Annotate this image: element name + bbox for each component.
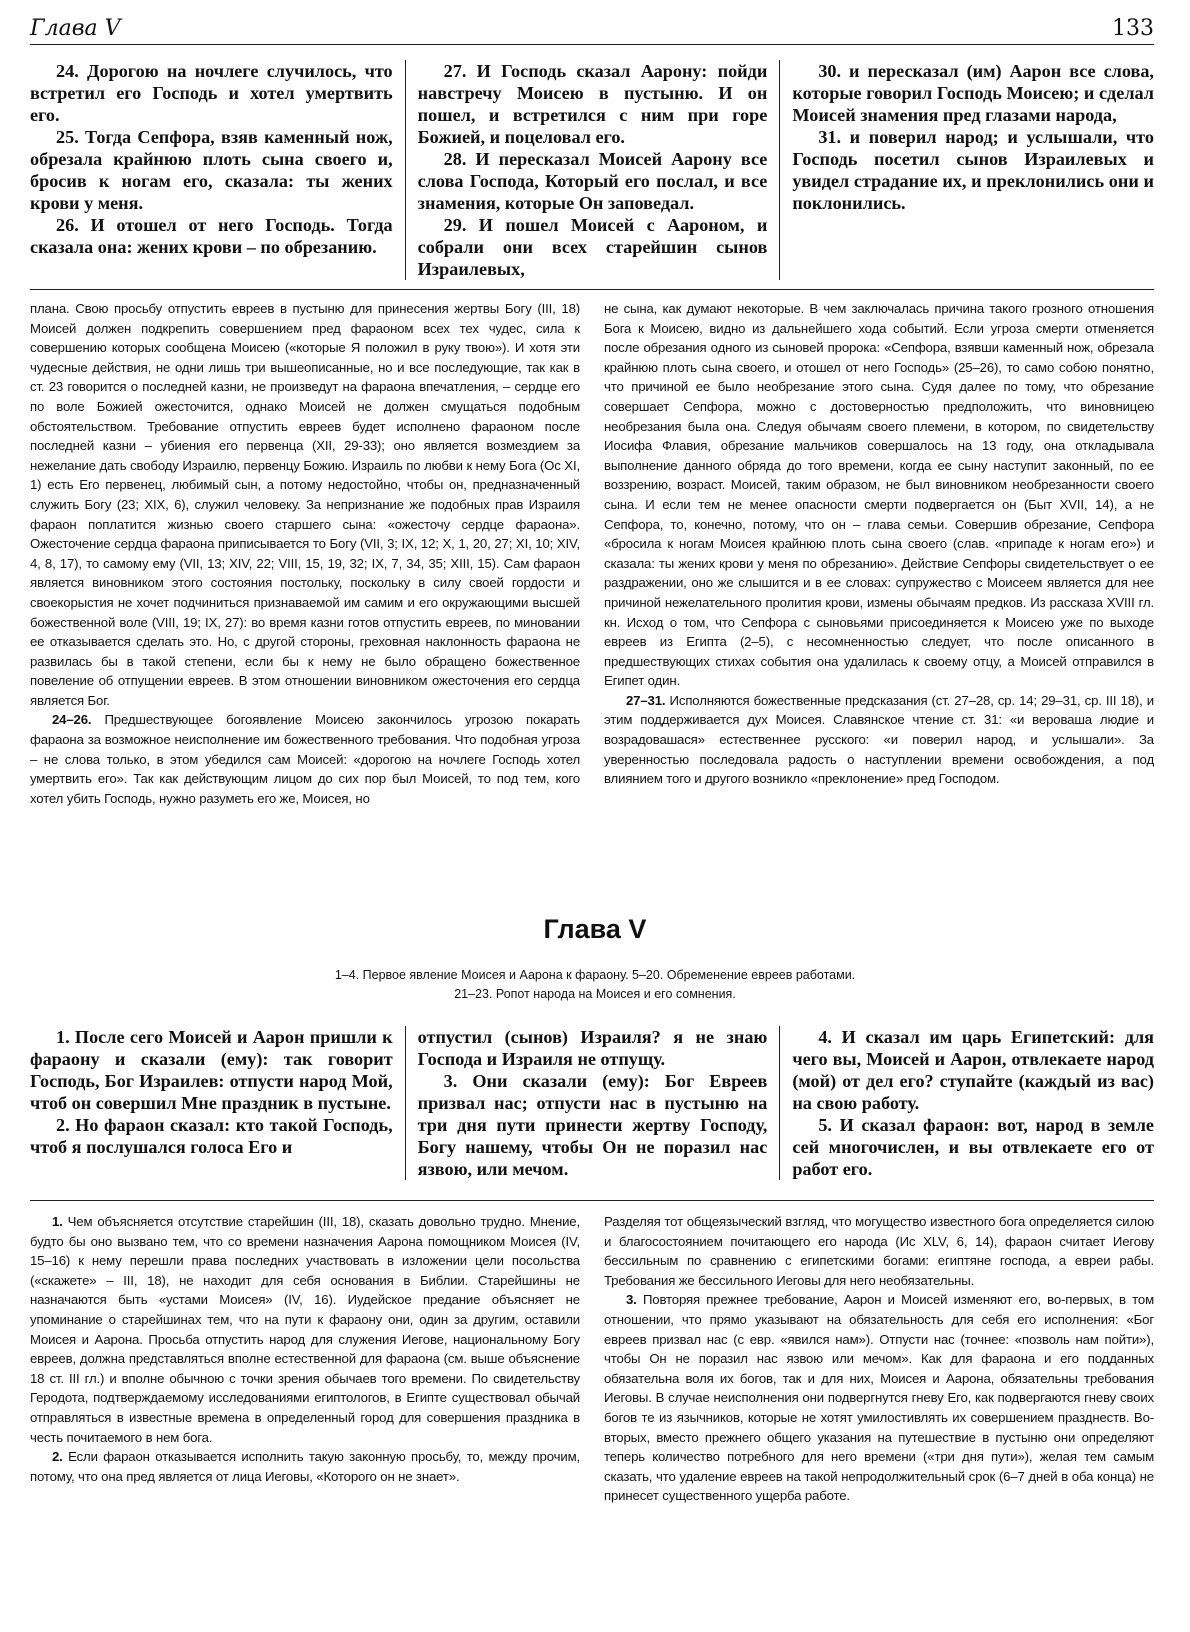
- verse: 29. И пошел Моисей с Аароном, и собрали они всех старейшин сынов Израилевых,: [417, 215, 768, 279]
- verse-column: [405, 60, 780, 280]
- verse-column: [30, 1026, 405, 1180]
- page-number: 133: [1112, 16, 1154, 41]
- verse-column: [405, 1026, 780, 1180]
- verse-reference: 3.: [626, 1292, 637, 1308]
- chapter-title: Глава V: [543, 914, 647, 944]
- commentary-paragraph: 3. Повторяя прежнее требование, Аарон и Моисей изменяют его, во-первых, в том отношении, что прямо указывают на обязательность для себя его исполнения: «Бог евреев призвал нас (с евр. «явился нам»). Отпусти нас (точнее: «позволь нам пойти»), чтобы Он не поразил нас язвою или мечом». Как для фараона и его подданных обязательна воля их богов, так и для них, Моисея и Аарона, обязательны требования Иеговы. В случае неисполнения они подвергнутся гневу Его, как подвергаются гневу своих богов те из язычников, которые не хотят умилостивлять их совершением празднеств. Во-вторых, вместо прежнего общего указания на путешествие в пустыню они определяют теперь количество потребного для него времени («три дня пути»), желая тем самым сказать, что удаление евреев на такой непродолжительный срок (6–7 дней в оба конца) не принесет существенного ущерба работе.: [604, 1292, 1154, 1504]
- commentary-paragraph: 27–31. Исполняются божественные предсказания (ст. 27–28, ср. 14; 29–31, ср. III 18), и этим поддерживается дух Моисея. Славянское чтение ст. 31: «и вероваша людие и возрадовашася» естественнее русского: «и поверил народ, и услышали». За уверенностью последовала радость о наступлении времени освобождения, а под влиянием того и другого возникло «преклонение» пред Господом.: [604, 692, 1154, 787]
- commentary-paragraph: 2. Если фараон отказывается исполнить такую законную просьбу, то, между прочим, потому, что она пред является от лица Иеговы, «Которого он не знает».: [30, 1449, 580, 1484]
- running-header: [30, 14, 1154, 45]
- summary-line: 1–4. Первое явление Моисея и Аарона к фараону. 5–20. Обременение евреев работами.: [334, 968, 856, 982]
- commentary-column: [604, 299, 1154, 808]
- bottom-commentary: [30, 1212, 1154, 1506]
- commentary-column: [30, 1212, 580, 1506]
- verse-column: [30, 60, 405, 280]
- verse-column: [779, 60, 1154, 280]
- summary-line: 21–23. Ропот народа на Моисея и его сомнения.: [454, 987, 736, 1001]
- verse: 5. И сказал фараон: вот, народ в земле сей многочислен, и вы отвлекаете его от работ его.: [792, 1115, 1154, 1179]
- verse-reference: 24–26.: [52, 712, 92, 728]
- verse-reference: 1.: [52, 1214, 63, 1229]
- verse: 30. и пересказал (им) Аарон все слова, которые говорил Господь Моисею; и сделал Моисей знамения пред глазами народа,: [792, 61, 1154, 125]
- chapter-summary: [60, 966, 1130, 1004]
- top-verse-block: [30, 60, 1154, 280]
- section-divider: [30, 289, 1154, 290]
- commentary-paragraph: Разделяя тот общеязыческий взгляд, что могущество известного бога определяется силою и благосостоянием почитающего его народа (Ис XLV, 6, 14), фараон считает Иегову бессильным по сравнению с египетскими богами: египтяне господа, а евреи рабы. Требования же бессильного Иеговы для него необязательны.: [604, 1214, 1154, 1288]
- verse: 2. Но фараон сказал: кто такой Господь, чтоб я послушался голоса Его и: [30, 1115, 393, 1157]
- verse-reference: 27–31.: [626, 692, 666, 708]
- verse: 3. Они сказали (ему): Бог Евреев призвал нас; отпусти нас в пустыню на три дня пути принести жертву Господу, Богу нашему, чтобы Он не поразил нас язвою, или мечом.: [417, 1071, 768, 1179]
- section-divider: [30, 1200, 1154, 1201]
- commentary-paragraph: не сына, как думают некоторые. В чем заключалась причина такого грозного отношения Бога к Моисею, видно из дальнейшего хода событий. Если угроза смерти отменяется после обрезания одного из сыновей пророка: «Сепфора, взявши каменный нож, обрезала крайнюю плоть сына своего, и отошел от него Господь» (25–26), то само собою понятно, что причиной ее было необрезание этого сына. Судя далее по тому, что обрезание совершает Сепфора, можно с достоверностью предположить, что виновницею необрезания была она. Следуя обычаям своего племени, в котором, по свидетельству Иосифа Флавия, обрезание мальчиков совершалось на 13 году, она откладывала выполнение данного обряда до того времени, когда ее сыну наступит законный, по ее воззрению, возраст. Моисей, таким образом, не был виновником необрезанности своего сына. И если тем не менее опасности смерти подвергается он (Быт XVII, 14), а не Сепфора, то, конечно, потому, что он – глава семьи. Совершив обрезание, Сепфора «бросила к ногам Моисея крайнюю плоть сына своего (слав. «припаде к ногам его») и сказала: ты жених крови у меня по обрезанию». Действие Сепфоры свидетельствует о ее раздражении, оно же слышится и в ее словах: супружество с Моисеем является для нее причиной нежелательного пролития крови, измены обычаям предков. Из рассказа XVIII гл. кн. Исход о том, что Сепфора с сыновьями присоединяется к Моисею уже по выходе евреев из Египта (2–5), с несомненностью следует, что после описанного в предшествующих стихах события она удалилась к своему отцу, а Моисей отправился в Египет один.: [604, 301, 1154, 689]
- commentary-paragraph: плана. Свою просьбу отпустить евреев в пустыню для принесения жертвы Богу (III, 18) Моисей должен подкрепить совершением пред фараоном всех тех чудес, сила к совершению которых сообщена Моисею («которые Я положил в руку твою»). И хотя эти чудесные действия, не одни лишь три вышеописанные, но и все последующие, так как в ст. 23 говорится о последней казни, не произведут на фараона впечатления, – сердце его по воле Божией ожесточится, однако Моисей не должен смущаться подобным обстоятельством. Требование отпустить евреев будет исполнено фараоном после последней казни – убиения его первенца (XII, 29-33); оно является возмездием за нежелание дать свободу Израилю, первенцу Божию. Израиль по любви к нему Бога (Ос XI, 1) есть Его первенец, любимый сын, а потому недостойно, чтобы он, предназначенный служить Богу (23; XIX, 6), служил человеку. За непризнание же подобных прав Израиля фараон поплатится жизнью своего старшего сына: «ожесточу сердце фараона». Ожесточение сердца фараона приписывается то Богу (VII, 3; IX, 12; X, 1, 20, 27; XI, 10; XIV, 4, 8, 17), то самому ему (VII, 13; XIV, 22; VIII, 15, 19, 32; IX, 7, 34, 35; XIII, 15). Сам фараон является виновником этого состояния постольку, поскольку в силу своей гордости и своекорыстия не хочет подчиниться признаваемой им самим и его окружающими высшей божественной воле (VIII, 19; IX, 27): во время казни готов отпустить евреев, по миновании ее отказывается сделать это. Но, с другой стороны, греховная наклонность фараона не развилась бы в такой степени, если бы к нему не было обращено божественное повеление об отпущении евреев. В этом отношении виновником ожесточения его сердца является Бог.: [30, 301, 580, 708]
- verse: 1. После сего Моисей и Аарон пришли к фараону и сказали (ему): так говорит Господь, Бог Израилев: отпусти народ Мой, чтоб он совершил Мне праздник в пустыне.: [30, 1027, 393, 1113]
- verse-column: [779, 1026, 1154, 1180]
- top-commentary: [30, 299, 1154, 808]
- bottom-verse-block: [30, 1026, 1154, 1180]
- verse-reference: 2.: [52, 1449, 63, 1465]
- running-title: Глава V: [30, 16, 121, 41]
- commentary-paragraph: 24–26. Предшествующее богоявление Моисею закончилось угрозою покарать фараона за возможное неисполнение им божественного требования. Что подобная угроза – не слова только, в этом убедился сам Моисей: «дорогою на ночлеге Господь хотел умертвить его». Так как действующим лицом до сих пор был Моисей, то под тем, кого хотел убить Господь, нужно разуметь его же, Моисея, но: [30, 712, 580, 806]
- verse: 26. И отошел от него Господь. Тогда сказала она: жених крови – по обрезанию.: [30, 215, 393, 257]
- commentary-column: [30, 299, 580, 808]
- verse: 25. Тогда Сепфора, взяв каменный нож, обрезала крайнюю плоть сына своего и, бросив к ногам его, сказала: ты жених крови у меня.: [30, 127, 393, 213]
- verse: 28. И пересказал Моисей Аарону все слова Господа, Который его послал, и все знамения, которые Он заповедал.: [417, 149, 768, 213]
- commentary-column: [604, 1212, 1154, 1506]
- verse: отпустил (сынов) Израиля? я не знаю Господа и Израиля не отпущу.: [417, 1027, 768, 1069]
- verse: 4. И сказал им царь Египетский: для чего вы, Моисей и Аарон, отвлекаете народ (мой) от дел его? ступайте (каждый из вас) на свою работу.: [792, 1027, 1154, 1113]
- verse: 27. И Господь сказал Аарону: пойди навстречу Моисею в пустыню. И он пошел, и встретился с ним при горе Божией, и поцеловал его.: [417, 61, 768, 147]
- commentary-paragraph: 1. Чем объясняется отсутствие старейшин (III, 18), сказать довольно трудно. Мнение, будто бы оно вызвано тем, что со времени назначения Аарона помощником Моисея (IV, 15–16) к нему перешли права последних участвовать в изложении цели посольства («скажете» – III, 18), не находит для себя основания в Библии. Старейшины не назначаются быть «устами Моисея» (IV, 16). Иудейское предание объясняет не упоминание о старейшинах тем, что на пути к фараону они, один за другим, оставили Моисея и Аарона. Просьба отпустить народ для служения Иегове, национальному Богу евреев, должна представляться вполне естественной для фараона (см. выше объяснение 18 ст. III гл.) и вполне обычною с точки зрения обычаев того времени. По свидетельству Геродота, подтверждаемому исследованиями египтологов, в Египте существовал обычай отправляться в известные времена в определенный город для совершения праздника в честь почитаемого в нем бога.: [30, 1214, 580, 1445]
- verse: 31. и поверил народ; и услышали, что Господь посетил сынов Израилевых и увидел страдание их, и преклонились они и поклонились.: [792, 127, 1154, 213]
- verse: 24. Дорогою на ночлеге случилось, что встретил его Господь и хотел умертвить его.: [30, 61, 393, 125]
